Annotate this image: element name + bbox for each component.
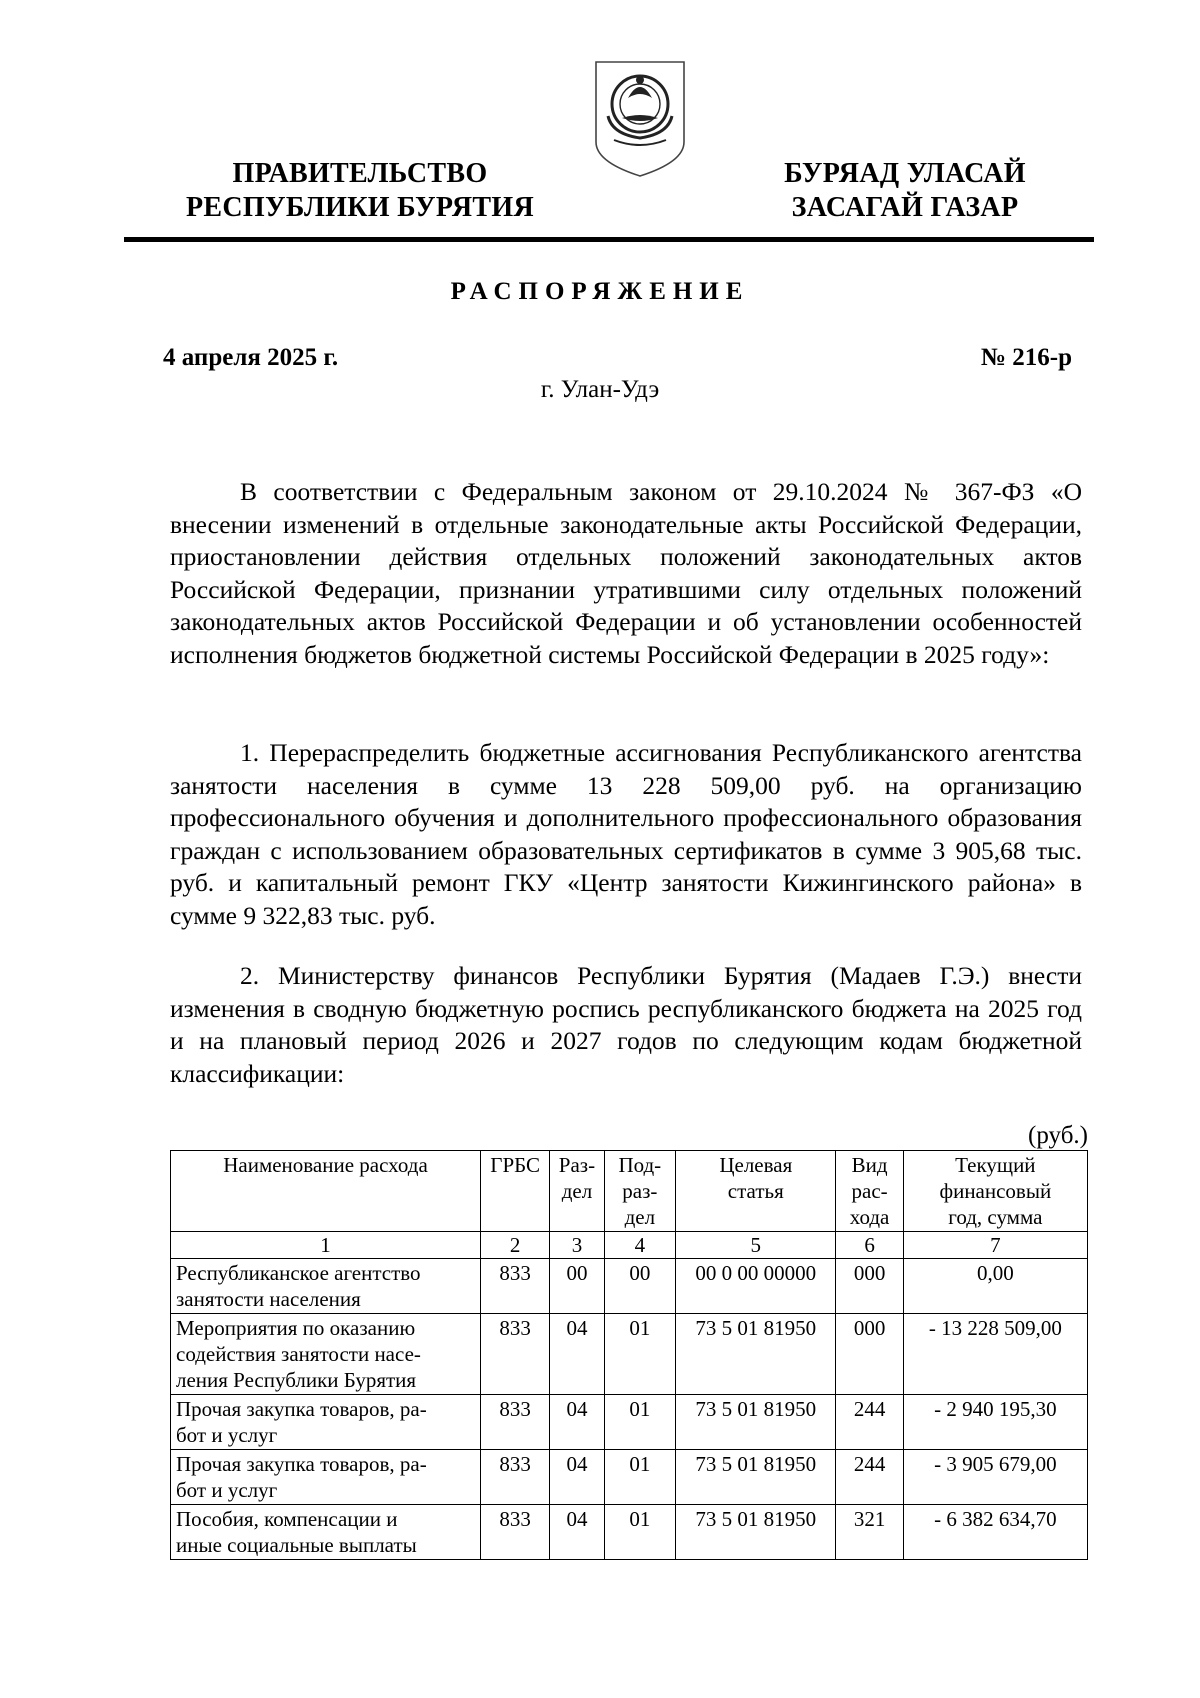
- col-header-vid: Вид рас- хода: [836, 1151, 903, 1232]
- col-header-razdel: Раз- дел: [550, 1151, 604, 1232]
- cell-grbs: 833: [481, 1395, 550, 1450]
- col-header-name: Наименование расхода: [171, 1151, 481, 1232]
- paragraph-preamble: В соответствии с Федеральным законом от 29.10.2024 № 367-ФЗ «О внесении изменений в отдельные законодательные акты Российской Федерации, приостановлении действия отдельных положений законодательных актов Российской Федерации, признании утратившими силу отдельных положений законодательных актов Российской Федерации и об установлении особенностей исполнения бюджетов бюджетной системы Российской Федерации в 2025 году»:: [170, 477, 1082, 669]
- cell-target: 00 0 00 00000: [676, 1259, 836, 1314]
- paragraph-item-2: 2. Министерству финансов Республики Бурятия (Мадаев Г.Э.) внести изменения в сводную бюджетную роспись республиканского бюджета на 2025 год и на плановый период 2026 и 2027 годов по следующим кодам бюджетной классификации:: [170, 961, 1082, 1088]
- cell-name: Прочая закупка товаров, ра- бот и услуг: [171, 1395, 481, 1450]
- cell-grbs: 833: [481, 1450, 550, 1505]
- table-header-row: [171, 1151, 1088, 1232]
- coat-of-arms-emblem: [592, 58, 688, 180]
- index-cell: 6: [836, 1232, 903, 1259]
- cell-grbs: 833: [481, 1259, 550, 1314]
- cell-sum: 0,00: [903, 1259, 1087, 1314]
- cell-sum: - 13 228 509,00: [903, 1314, 1087, 1395]
- header-right: [740, 157, 1070, 225]
- header-right-line2: ЗАСАГАЙ ГАЗАР: [791, 192, 1019, 223]
- cell-razdel: 04: [550, 1450, 604, 1505]
- cell-grbs: 833: [481, 1505, 550, 1560]
- index-cell: 5: [676, 1232, 836, 1259]
- col-header-grbs: ГРБС: [481, 1151, 550, 1232]
- cell-target: 73 5 01 81950: [676, 1395, 836, 1450]
- budget-table: [170, 1150, 1088, 1560]
- paragraph-item-1: 1. Перераспределить бюджетные ассигнования Республиканского агентства занятости населения в сумме 13 228 509,00 руб. на организацию профессионального обучения и дополнительного профессионального образования граждан с использованием образовательных сертификатов в сумме 3 905,68 тыс. руб. и капитальный ремонт ГКУ «Центр занятости Кижингинского района» в сумме 9 322,83 тыс. руб.: [170, 738, 1082, 930]
- cell-name: Прочая закупка товаров, ра- бот и услуг: [171, 1450, 481, 1505]
- cell-podrazdel: 01: [604, 1505, 676, 1560]
- table-row: [171, 1395, 1088, 1450]
- table-index-row: [171, 1232, 1088, 1259]
- header-left: [140, 157, 580, 225]
- col-header-sum: Текущий финансовый год, сумма: [903, 1151, 1087, 1232]
- document-city: г. Улан-Удэ: [540, 376, 660, 403]
- table-row: [171, 1314, 1088, 1395]
- cell-razdel: 00: [550, 1259, 604, 1314]
- header-left-line2: РЕСПУБЛИКИ БУРЯТИЯ: [186, 192, 534, 223]
- cell-razdel: 04: [550, 1505, 604, 1560]
- table-unit: (руб.): [1028, 1122, 1088, 1149]
- cell-sum: - 6 382 634,70: [903, 1505, 1087, 1560]
- cell-target: 73 5 01 81950: [676, 1314, 836, 1395]
- document-date: 4 апреля 2025 г.: [163, 344, 339, 371]
- cell-podrazdel: 01: [604, 1395, 676, 1450]
- cell-vid: 321: [836, 1505, 903, 1560]
- col-header-target: Целевая статья: [676, 1151, 836, 1232]
- cell-vid: 000: [836, 1314, 903, 1395]
- index-cell: 4: [604, 1232, 676, 1259]
- document-number: № 216-р: [980, 344, 1072, 371]
- table-row: [171, 1505, 1088, 1560]
- cell-vid: 000: [836, 1259, 903, 1314]
- index-cell: 2: [481, 1232, 550, 1259]
- header-divider: [124, 237, 1094, 242]
- cell-target: 73 5 01 81950: [676, 1505, 836, 1560]
- index-cell: 7: [903, 1232, 1087, 1259]
- document-title: РАСПОРЯЖЕНИЕ: [450, 278, 750, 305]
- cell-vid: 244: [836, 1395, 903, 1450]
- index-cell: 1: [171, 1232, 481, 1259]
- cell-name: Мероприятия по оказанию содействия занятости насе- ления Республики Бурятия: [171, 1314, 481, 1395]
- table-row: [171, 1450, 1088, 1505]
- table-row: [171, 1259, 1088, 1314]
- cell-razdel: 04: [550, 1395, 604, 1450]
- cell-name: Пособия, компенсации и иные социальные выплаты: [171, 1505, 481, 1560]
- coat-of-arms-icon: [592, 58, 688, 180]
- cell-podrazdel: 00: [604, 1259, 676, 1314]
- col-header-podrazdel: Под- раз- дел: [604, 1151, 676, 1232]
- cell-razdel: 04: [550, 1314, 604, 1395]
- cell-podrazdel: 01: [604, 1314, 676, 1395]
- cell-target: 73 5 01 81950: [676, 1450, 836, 1505]
- cell-sum: - 3 905 679,00: [903, 1450, 1087, 1505]
- cell-name: Республиканское агентство занятости населения: [171, 1259, 481, 1314]
- cell-vid: 244: [836, 1450, 903, 1505]
- cell-podrazdel: 01: [604, 1450, 676, 1505]
- header-right-line1: БУРЯАД УЛАСАЙ: [784, 158, 1026, 189]
- cell-grbs: 833: [481, 1314, 550, 1395]
- index-cell: 3: [550, 1232, 604, 1259]
- cell-sum: - 2 940 195,30: [903, 1395, 1087, 1450]
- header-left-line1: ПРАВИТЕЛЬСТВО: [232, 158, 488, 189]
